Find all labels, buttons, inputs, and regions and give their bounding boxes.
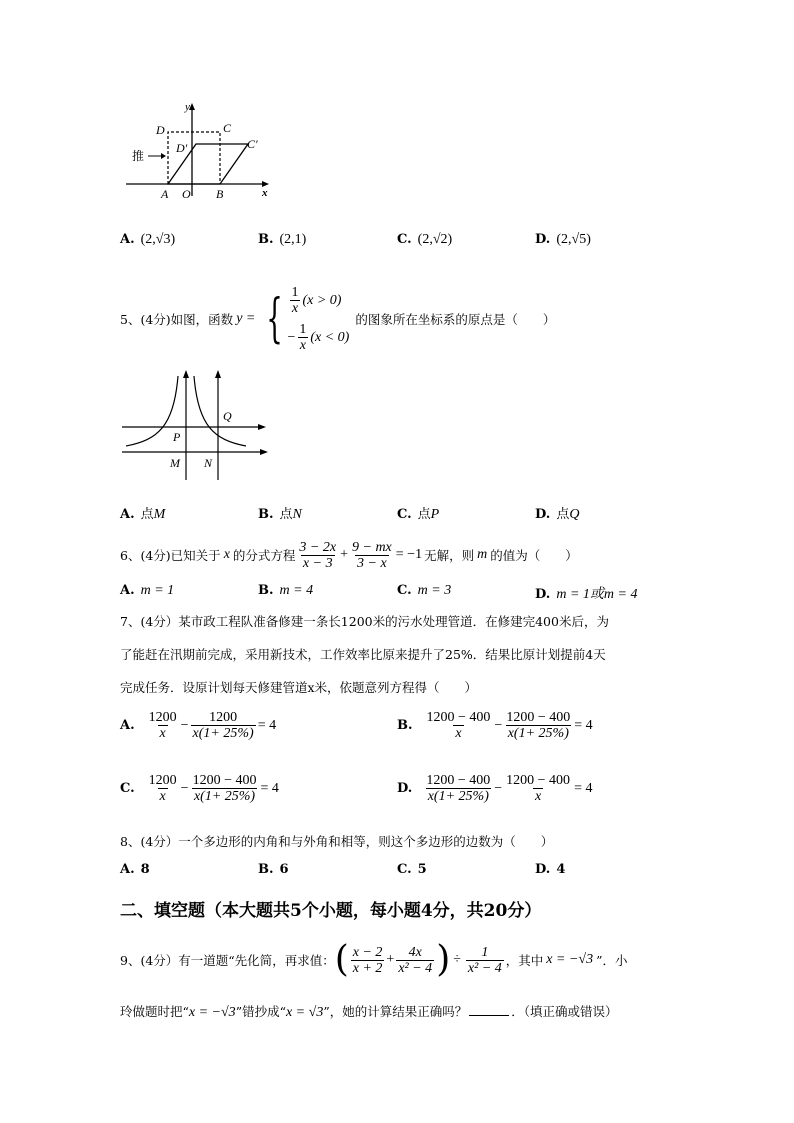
hyperbola-right-branch [194, 376, 246, 446]
label-x: x [262, 187, 268, 199]
q5-option-c[interactable]: C. 点P [397, 507, 440, 522]
label-d: D [156, 123, 165, 137]
q7-line-3: 完成任务．设原计划每天修建管道x米，依题意列方程得（ ） [120, 680, 478, 695]
q7-option-b[interactable]: B. $\frac{1200 - 400}{x}$ − $\frac{1200 - 400}{x(1+ 25\%)}$ = 4 [397, 710, 593, 741]
label-n: N [204, 456, 213, 470]
left-vertical-arrow-icon [183, 370, 189, 378]
left-paren: ( [334, 939, 349, 980]
q7-line-2: 了能赶在汛期前完成，采用新技术，工作效率比原来提升了25%．结果比原计划提前4天 [120, 647, 606, 662]
label-c: C [223, 121, 232, 135]
label-q: Q [223, 409, 232, 423]
q6-option-c[interactable]: C. m = 3 [397, 583, 452, 598]
q4-option-b[interactable]: B. (2,1) [258, 232, 307, 247]
q5-figure [118, 368, 273, 486]
q7-option-d[interactable]: D. $\frac{1200 - 400}{x(1+ 25\%)}$ − $\frac{1200 - 400}{x}$ = 4 [397, 773, 593, 804]
q6-option-a[interactable]: A. m = 1 [120, 583, 175, 598]
right-paren: ) [436, 939, 451, 980]
label-y: y [185, 101, 190, 113]
label-a: A [161, 187, 169, 201]
q5-brace: { [266, 289, 284, 349]
rectangle-abcd [168, 132, 220, 184]
q4-option-a[interactable]: A. (2,√3) [120, 232, 176, 247]
right-vertical-arrow-icon [215, 370, 221, 378]
hyperbola-left-branch [126, 376, 178, 446]
upper-arrow-icon [258, 424, 266, 430]
lower-arrow-icon [260, 449, 268, 455]
q4-option-c[interactable]: C. (2,√2) [397, 232, 453, 247]
q8-option-a[interactable]: A. 8 [120, 862, 150, 877]
label-push: 推 [132, 149, 145, 163]
q9-line-1: 9、(4分） 有一道题“先化简，再求值： ( $\frac{x - 2}{x + 2}$ + $\frac{4x}{\text{x² − 4}}$ ) ÷ $\frac{1}{\text{x² − 4}}$ ，其中 x = −√3 ”．小 [120, 939, 628, 980]
q7-option-a[interactable]: A. $\frac{1200}{x}$ − $\frac{1200}{x(1+ 25\%)}$ = 4 [120, 710, 277, 741]
q6-stem: 6、(4分) 已知关于 x 的分式方程 $\frac{3 - 2x}{x - 3}$ + $\frac{9 - mx}{3 - x}$ = −1 无解，则 m 的值为（ ） [120, 539, 578, 571]
q6-fraction-1: $\frac{3 - 2x}{x - 3}$ [299, 539, 337, 571]
q8-option-b[interactable]: B. 6 [258, 862, 289, 877]
label-b: B [216, 187, 224, 201]
q5-y: y = [236, 311, 256, 326]
q9-line-2: 玲做题时把“x = −√3”错抄成“x = √3”，她的计算结果正确吗？ ．（填正确或错误） [120, 1004, 618, 1020]
q5-option-b[interactable]: B. 点N [258, 507, 302, 522]
label-p: P [173, 430, 181, 444]
answer-blank[interactable] [469, 1015, 509, 1016]
q4-figure [120, 98, 280, 206]
q6-option-b[interactable]: B. m = 4 [258, 583, 314, 598]
label-c-prime: C′ [247, 137, 258, 151]
q5-number: 5、(4分) [120, 312, 171, 327]
label-m: M [170, 456, 180, 470]
q8-option-c[interactable]: C. 5 [397, 862, 427, 877]
q5-prefix: 如图，函数 [170, 312, 234, 327]
label-d-prime: D′ [176, 141, 188, 155]
y-axis-arrow-icon [189, 103, 195, 110]
q5-suffix: 的图象所在坐标系的原点是（ ） [355, 312, 556, 327]
q5-option-d[interactable]: D. 点Q [535, 507, 580, 522]
section-heading: 二、填空题（本大题共5个小题，每小题4分，共20分） [120, 901, 542, 921]
q5-option-a[interactable]: A. 点M [120, 507, 166, 522]
push-arrow-icon [161, 153, 166, 159]
q8-option-d[interactable]: D. 4 [535, 862, 566, 877]
q7-option-c[interactable]: C. $\frac{1200}{x}$ − $\frac{1200 - 400}{x(1+ 25\%)}$ = 4 [120, 773, 279, 804]
q8-stem: 8、(4分）一个多边形的内角和与外角和相等，则这个多边形的边数为（ ） [120, 834, 554, 849]
q4-option-d[interactable]: D. (2,√5) [535, 232, 591, 247]
q6-option-d[interactable]: D. m = 1或m = 4 [535, 587, 638, 602]
q7-line-1: 7、(4分）某市政工程队准备修建一条长1200米的污水处理管道．在修建完400米后，为 [120, 614, 609, 629]
q5-stem [120, 284, 555, 354]
q6-fraction-2: $\frac{9 - mx}{3 - x}$ [352, 539, 392, 571]
label-o: O [182, 187, 191, 201]
q5-cases: $\frac{1}{x}$ (x > 0) − $\frac{1}{x}$ (x < 0) [287, 285, 350, 353]
